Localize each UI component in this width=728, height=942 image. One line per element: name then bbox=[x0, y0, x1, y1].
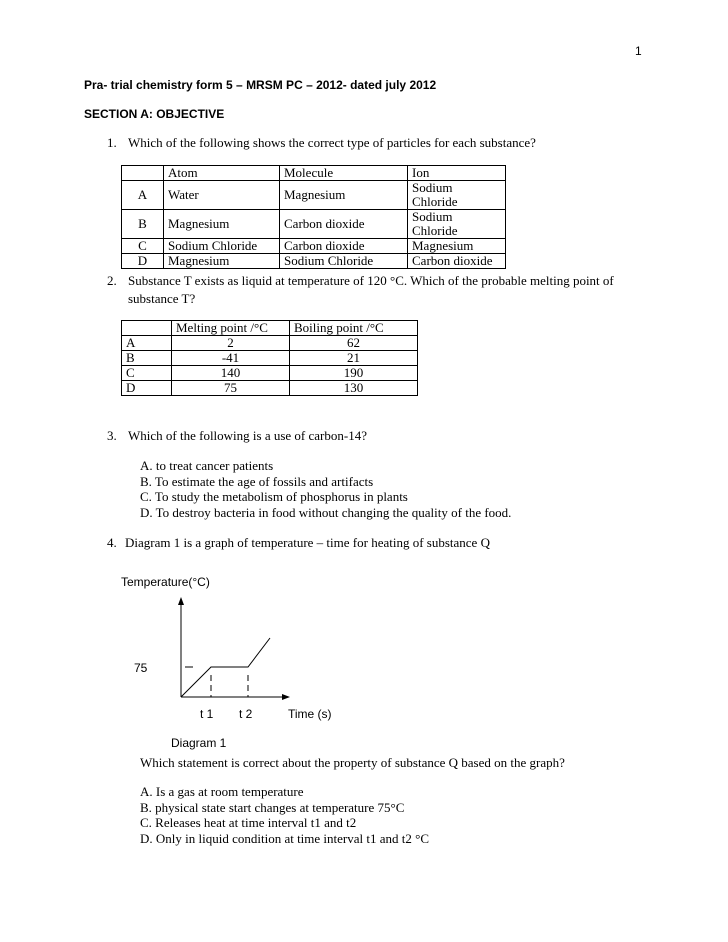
graph-x-tick-t1: t 1 bbox=[200, 707, 214, 721]
table-cell: B bbox=[122, 210, 164, 239]
table-cell: Carbon dioxide bbox=[408, 254, 506, 269]
table-cell: 140 bbox=[172, 366, 290, 381]
list-item: A. Is a gas at room temperature bbox=[140, 784, 304, 799]
table-cell: A bbox=[122, 181, 164, 210]
graph-caption: Diagram 1 bbox=[171, 736, 227, 750]
table-cell: Magnesium bbox=[164, 210, 280, 239]
table-cell: Sodium Chloride bbox=[408, 181, 506, 210]
table-header-cell: Melting point /°C bbox=[172, 321, 290, 336]
list-item: D. To destroy bacteria in food without changing the quality of the food. bbox=[140, 504, 512, 520]
table-cell: Sodium Chloride bbox=[164, 239, 280, 254]
q2-text-line1: Substance T exists as liquid at temperature of 120 °C. Which of the probable melting point of bbox=[128, 273, 614, 288]
graph-y-axis-arrow bbox=[178, 597, 184, 605]
q4-text: Diagram 1 is a graph of temperature – time for heating of substance Q bbox=[125, 535, 490, 550]
table-cell: D bbox=[122, 381, 172, 396]
q4-question: Which statement is correct about the property of substance Q based on the graph? bbox=[140, 755, 565, 770]
table-cell: 130 bbox=[290, 381, 418, 396]
q2-text-line2: substance T? bbox=[128, 291, 196, 306]
list-item: D. Only in liquid condition at time interval t1 and t2 °C bbox=[140, 830, 429, 846]
table-cell: D bbox=[122, 254, 164, 269]
list-item: B. To estimate the age of fossils and artifacts bbox=[140, 473, 374, 489]
table-cell: C bbox=[122, 239, 164, 254]
table-cell: Carbon dioxide bbox=[280, 210, 408, 239]
table-cell: 190 bbox=[290, 366, 418, 381]
q1-number: 1. bbox=[107, 135, 117, 150]
table-cell: A bbox=[122, 336, 172, 351]
list-item: C. To study the metabolism of phosphorus in plants bbox=[140, 489, 408, 504]
table-cell: -41 bbox=[172, 351, 290, 366]
table-cell: Carbon dioxide bbox=[280, 239, 408, 254]
table-cell: Sodium Chloride bbox=[408, 210, 506, 239]
document-header: Pra- trial chemistry form 5 – MRSM PC – 2012- dated july 2012 bbox=[84, 78, 437, 92]
table-cell: Magnesium bbox=[408, 239, 506, 254]
q4-options bbox=[140, 784, 429, 846]
heating-curve bbox=[181, 638, 270, 697]
table-cell: 75 bbox=[172, 381, 290, 396]
table-header-cell: Boiling point /°C bbox=[290, 321, 418, 336]
page-number: 1 bbox=[635, 44, 642, 58]
table-cell: C bbox=[122, 366, 172, 381]
q2-number: 2. bbox=[107, 273, 117, 288]
table-cell: Water bbox=[164, 181, 280, 210]
graph-x-label: Time (s) bbox=[288, 707, 332, 721]
q3-number: 3. bbox=[107, 428, 117, 443]
graph-x-tick-t2: t 2 bbox=[239, 707, 253, 721]
table-cell: Sodium Chloride bbox=[280, 254, 408, 269]
table-cell: Magnesium bbox=[164, 254, 280, 269]
list-item: A. to treat cancer patients bbox=[140, 458, 274, 473]
table-header-cell: Atom bbox=[164, 166, 280, 181]
section-title: SECTION A: OBJECTIVE bbox=[84, 107, 225, 121]
table-cell: B bbox=[122, 351, 172, 366]
table-cell: 62 bbox=[290, 336, 418, 351]
graph-y-label: Temperature(°C) bbox=[121, 575, 210, 589]
list-item: C. Releases heat at time interval t1 and t2 bbox=[140, 815, 357, 830]
table-header-cell: Molecule bbox=[280, 166, 408, 181]
q4-number: 4. bbox=[107, 535, 117, 550]
q3-text: Which of the following is a use of carbon-14? bbox=[128, 428, 367, 443]
table-cell: Magnesium bbox=[280, 181, 408, 210]
table-header-cell: Ion bbox=[408, 166, 506, 181]
table-cell: 21 bbox=[290, 351, 418, 366]
graph-x-axis-arrow bbox=[282, 694, 290, 700]
list-item: B. physical state start changes at temperature 75°C bbox=[140, 799, 405, 815]
q1-text: Which of the following shows the correct type of particles for each substance? bbox=[128, 135, 536, 150]
table-cell: 2 bbox=[172, 336, 290, 351]
graph-y-tick-label: 75 bbox=[134, 661, 148, 675]
